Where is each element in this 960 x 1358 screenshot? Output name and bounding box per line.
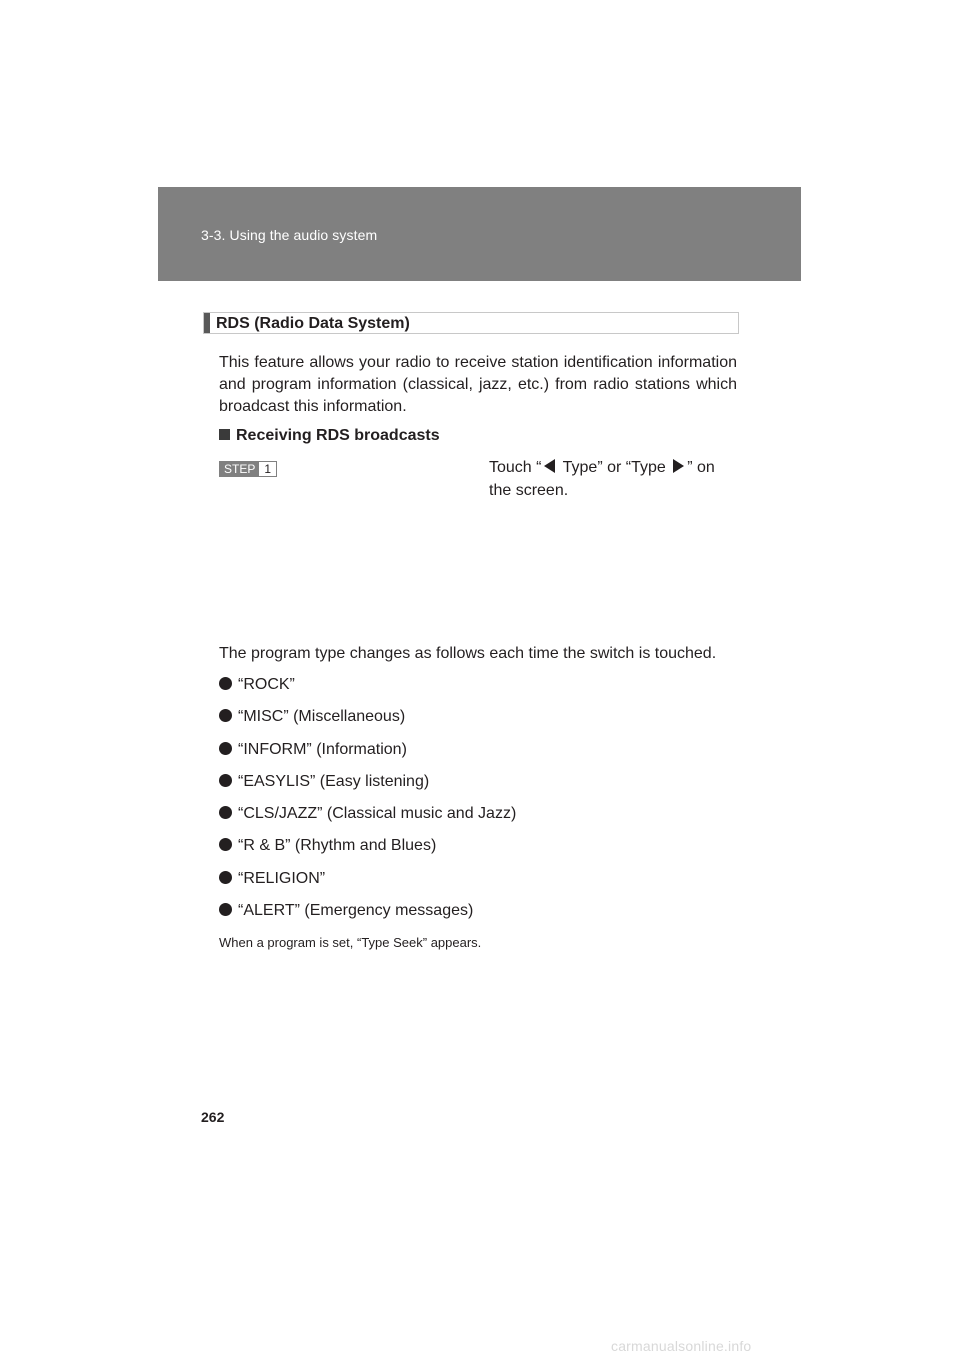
- bullet-icon: [219, 677, 232, 690]
- list-item: [219, 835, 516, 867]
- program-type-list: [219, 674, 516, 932]
- subheading-text: Receiving RDS broadcasts: [236, 427, 440, 444]
- bullet-icon: [219, 806, 232, 819]
- step-word: STEP: [220, 462, 259, 476]
- list-item: [219, 674, 516, 706]
- section-title: RDS (Radio Data System): [216, 315, 410, 332]
- square-bullet-icon: [219, 429, 230, 440]
- list-item-text: “R & B” (Rhythm and Blues): [238, 837, 437, 855]
- step-number: 1: [259, 462, 276, 476]
- intro-paragraph: This feature allows your radio to receive station identification information and program information (classical, jazz, etc.) from radio stations which broadcast this information.: [219, 354, 737, 415]
- change-note: The program type changes as follows each time the switch is touched.: [219, 645, 717, 662]
- list-item-text: “EASYLIS” (Easy listening): [238, 772, 430, 790]
- list-item-text: “INFORM” (Information): [238, 740, 407, 758]
- step-text-2: Type” or “Type: [558, 459, 671, 476]
- bullet-icon: [219, 742, 232, 755]
- list-item: [219, 900, 516, 932]
- bullet-icon: [219, 871, 232, 884]
- list-item-text: “ROCK”: [238, 676, 295, 693]
- list-item-text: “CLS/JAZZ” (Classical music and Jazz): [238, 805, 517, 823]
- bullet-icon: [219, 709, 232, 722]
- title-accent: [204, 313, 210, 333]
- step-instruction: [489, 456, 739, 502]
- header-band: [158, 187, 801, 281]
- footnote: When a program is set, “Type Seek” appears.: [219, 935, 482, 950]
- subheading: [219, 427, 440, 445]
- bullet-icon: [219, 838, 232, 851]
- step-badge: [219, 461, 277, 477]
- list-item-text: “RELIGION”: [238, 869, 326, 887]
- step-text-1: Touch “: [489, 459, 542, 476]
- list-item: [219, 739, 516, 771]
- watermark: carmanualsonline.info: [611, 1338, 752, 1354]
- list-item: [219, 868, 516, 900]
- page-number: 262: [201, 1109, 225, 1125]
- triangle-left-icon: [544, 459, 555, 473]
- list-item: [219, 803, 516, 835]
- bullet-icon: [219, 774, 232, 787]
- list-item: [219, 771, 516, 803]
- triangle-right-icon: [673, 459, 684, 473]
- step-text-3: ” on the screen.: [489, 459, 715, 499]
- list-item-text: “MISC” (Miscellaneous): [238, 708, 406, 726]
- section-label: 3-3. Using the audio system: [201, 227, 378, 243]
- list-item-text: “ALERT” (Emergency messages): [238, 902, 474, 920]
- list-item: [219, 706, 516, 738]
- bullet-icon: [219, 903, 232, 916]
- section-title-bar: [203, 312, 739, 334]
